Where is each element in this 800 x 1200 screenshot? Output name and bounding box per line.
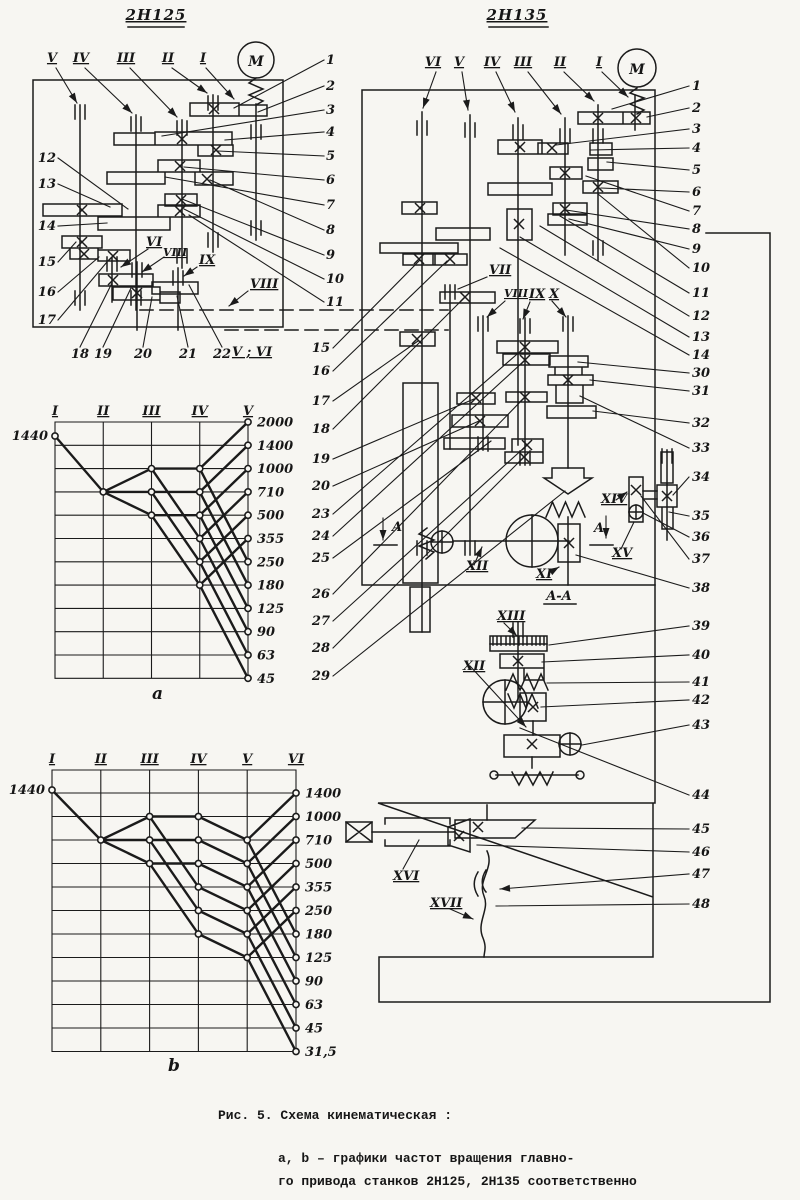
shaft-label-x: X — [549, 287, 560, 302]
data-point — [195, 860, 201, 866]
callout-number: 38 — [692, 581, 711, 596]
machine-title-2n125: 2Н125 — [125, 6, 187, 24]
callout-number: 26 — [311, 587, 330, 602]
data-point — [245, 675, 251, 681]
callout-number: 27 — [311, 614, 330, 629]
data-point — [245, 582, 251, 588]
callout-number: 9 — [326, 248, 336, 263]
callout-number: 21 — [178, 347, 198, 362]
data-point — [148, 489, 154, 495]
callout-number: 6 — [326, 173, 336, 188]
data-point — [148, 466, 154, 472]
callout-number: 15 — [37, 255, 56, 270]
speed-tick-label: 355 — [305, 880, 333, 896]
chart-caption: a — [152, 684, 164, 704]
shaft-label-viii: VIII — [504, 287, 528, 300]
callout-number: 35 — [692, 509, 711, 524]
speed-chart-b — [9, 752, 341, 1076]
data-point — [245, 489, 251, 495]
shaft-label-xvii: XVII — [430, 896, 463, 911]
callout-numbers-bottom — [71, 347, 231, 362]
shaft-axis-label: III — [140, 752, 159, 767]
speed-tick-label: 1400 — [257, 438, 294, 454]
data-point — [197, 582, 203, 588]
callout-number: 44 — [692, 788, 711, 803]
data-point — [195, 813, 201, 819]
shaft-axis-label: I — [51, 404, 59, 419]
data-point — [293, 907, 299, 913]
callout-number: 40 — [692, 648, 711, 663]
shaft-axis-label: II — [94, 752, 107, 767]
data-point — [245, 652, 251, 658]
data-point — [245, 559, 251, 565]
speed-tick-label: 500 — [257, 508, 285, 524]
bearing-marks — [417, 121, 672, 637]
shaft-label-xi: XI — [536, 567, 553, 582]
callout-number: 20 — [133, 347, 153, 362]
callout-number: 4 — [326, 125, 336, 140]
speed-tick-label: 500 — [305, 857, 333, 872]
callout-number: 8 — [692, 222, 702, 237]
data-point — [244, 907, 250, 913]
data-point — [245, 535, 251, 541]
callout-number: 17 — [37, 313, 56, 328]
data-point — [244, 931, 250, 937]
shaft-label: IV — [483, 55, 501, 70]
shaft-label: III — [116, 51, 136, 66]
caption-line2: a, b – графики частот вращения главно- — [278, 1151, 575, 1166]
data-point — [245, 605, 251, 611]
shaft-label: II — [553, 55, 567, 70]
callout-number: 43 — [692, 718, 711, 733]
data-point — [245, 629, 251, 635]
shaft-axis-label: IV — [191, 404, 208, 419]
callout-number: 36 — [692, 530, 711, 545]
shaft-axis-label: III — [142, 404, 161, 419]
shaft-label-ix: IX — [529, 287, 546, 302]
data-point — [195, 907, 201, 913]
data-point — [197, 535, 203, 541]
data-point — [293, 837, 299, 843]
callout-number: 13 — [692, 330, 711, 345]
speed-tick-label: 31,5 — [305, 1045, 337, 1060]
callout-number: 13 — [37, 177, 56, 192]
gear-rects — [346, 112, 677, 842]
data-point — [197, 489, 203, 495]
speed-tick-label: 250 — [305, 904, 333, 919]
callout-number: 2 — [326, 79, 336, 94]
callout-number: 15 — [311, 341, 330, 356]
callout-number: 8 — [326, 223, 336, 238]
callout-number: 46 — [692, 845, 711, 860]
data-point — [293, 1001, 299, 1007]
speed-tick-label: 180 — [257, 578, 285, 594]
shaft-axis-label: I — [48, 752, 56, 767]
speed-tick-label: 125 — [257, 601, 285, 617]
speed-tick-label: 1400 — [305, 786, 342, 802]
speed-tick-label: 2000 — [257, 415, 294, 431]
data-point — [197, 559, 203, 565]
data-point — [293, 1025, 299, 1031]
section-marker-a: A — [594, 521, 605, 536]
data-point — [293, 954, 299, 960]
data-point — [293, 931, 299, 937]
shaft-label-vi: VI — [146, 235, 163, 250]
callout-number: 18 — [311, 422, 330, 437]
speed-tick-label: 125 — [305, 951, 333, 966]
speed-tick-label: 710 — [257, 485, 285, 501]
motor-letter: М — [629, 62, 645, 78]
shaft-label: IV — [72, 51, 90, 66]
callout-number: 23 — [311, 507, 330, 522]
callout-number: 18 — [70, 347, 90, 362]
callout-number: 12 — [37, 151, 56, 166]
callout-number: 29 — [311, 669, 330, 684]
callout-number: 7 — [326, 198, 336, 213]
callout-number: 42 — [692, 693, 711, 708]
data-point — [293, 884, 299, 890]
motor-speed-label: 1440 — [8, 783, 45, 798]
data-point — [293, 978, 299, 984]
callout-number: 28 — [311, 641, 330, 656]
data-point — [147, 837, 153, 843]
speed-tick-label: 45 — [257, 671, 276, 687]
data-point — [293, 813, 299, 819]
callout-number: 14 — [37, 219, 56, 234]
shaft-label-xiv: XIV — [601, 492, 628, 507]
shaft-label: I — [595, 55, 603, 70]
data-point — [98, 837, 104, 843]
callout-number: 3 — [326, 103, 336, 118]
callout-number: 24 — [311, 529, 330, 544]
callout-number: 11 — [326, 295, 345, 310]
callout-number: 19 — [93, 347, 113, 362]
callout-numbers-right — [691, 79, 710, 596]
figure-caption — [218, 1108, 637, 1189]
shaft-axis-label: IV — [190, 752, 207, 767]
section-title-a-a: A-A — [546, 589, 572, 604]
callout-numbers-right — [325, 53, 344, 310]
data-point — [293, 790, 299, 796]
callout-number: 11 — [692, 286, 711, 301]
shaft-label: VI — [424, 55, 442, 70]
data-point — [195, 837, 201, 843]
callout-number: 47 — [692, 867, 711, 882]
callout-number: 12 — [692, 309, 711, 324]
callout-number: 6 — [692, 185, 702, 200]
data-point — [100, 489, 106, 495]
speed-chart-a — [12, 404, 293, 704]
callout-number: 39 — [692, 619, 711, 634]
data-point — [49, 787, 55, 793]
gearbox-outline — [362, 90, 655, 585]
callout-number: 48 — [692, 897, 711, 912]
data-point — [197, 466, 203, 472]
shaft-label-xiii: XIII — [497, 609, 526, 624]
callout-number: 10 — [326, 272, 345, 287]
callout-number: 17 — [311, 394, 330, 409]
data-point — [195, 884, 201, 890]
callout-number: 41 — [692, 675, 711, 690]
callout-number: 10 — [692, 261, 711, 276]
callout-number: 22 — [212, 347, 232, 362]
data-point — [195, 931, 201, 937]
shaft-label-ix: IX — [199, 253, 216, 268]
chart-caption: b — [168, 1056, 180, 1076]
data-point — [244, 954, 250, 960]
caption-title: Рис. 5. Схема кинематическая : — [218, 1108, 453, 1123]
caption-line3: го привода станков 2Н125, 2Н135 соответственно — [278, 1174, 637, 1189]
data-point — [245, 512, 251, 518]
shaft-label-xii-section: XII — [463, 659, 486, 674]
callout-number: 1 — [326, 53, 336, 68]
callout-number: 19 — [311, 452, 330, 467]
speed-tick-label: 45 — [305, 1021, 324, 1037]
callout-number: 45 — [692, 822, 711, 837]
speed-ray-lines — [52, 790, 296, 1052]
shaft-axis-label: V — [242, 752, 253, 767]
callout-number: 16 — [311, 364, 330, 379]
shaft-label: V — [453, 55, 465, 70]
shaft-axis-label: V — [242, 404, 254, 419]
callout-number: 5 — [326, 149, 336, 164]
machine-title-2n135: 2Н135 — [486, 6, 548, 24]
gear-rects — [43, 103, 267, 303]
speed-tick-label: 250 — [257, 555, 285, 571]
callout-number: 32 — [692, 416, 711, 431]
kinematic-diagram-2n135 — [311, 6, 770, 1002]
shaft-label-xvi: XVI — [393, 869, 420, 884]
callout-number: 33 — [692, 441, 711, 456]
motor-speed-label: 1440 — [11, 429, 48, 444]
callout-number: 16 — [37, 285, 56, 300]
shaft-label-v-vi: V ; VI — [231, 345, 273, 360]
shaft-labels — [47, 51, 207, 66]
shaft-label-xii: XII — [466, 559, 489, 574]
callout-number: 7 — [692, 204, 702, 219]
callout-number: 34 — [692, 470, 711, 485]
shaft-label-vii: VII — [489, 263, 512, 278]
belt-zigzag — [249, 78, 263, 105]
speed-tick-label: 90 — [305, 974, 324, 990]
shaft-label-viii-axis: VIII — [250, 277, 279, 292]
speed-tick-label: 1000 — [305, 810, 342, 825]
data-point — [244, 837, 250, 843]
shaft-labels — [425, 55, 603, 70]
motor-letter: М — [248, 54, 264, 70]
machine-frame — [378, 233, 770, 1002]
shaft-label: V — [46, 51, 58, 66]
shaft-label-xv: XV — [612, 546, 633, 561]
shaft-axis-label: VI — [287, 752, 305, 767]
callout-number: 14 — [692, 348, 711, 363]
speed-tick-label: 180 — [305, 927, 333, 943]
section-marker-a: A — [392, 520, 403, 535]
data-point — [245, 466, 251, 472]
callout-number: 9 — [692, 242, 702, 257]
callout-number: 31 — [692, 384, 711, 399]
speed-tick-label: 710 — [305, 833, 333, 849]
callout-number: 2 — [692, 101, 702, 116]
callout-numbers-left — [38, 151, 56, 328]
data-point — [197, 512, 203, 518]
shaft-label: II — [161, 51, 175, 66]
speed-tick-label: 355 — [257, 532, 285, 547]
callout-number: 37 — [692, 552, 711, 567]
kinematic-diagram-2n125 — [33, 6, 448, 362]
data-point — [147, 860, 153, 866]
shaft-label: III — [513, 55, 533, 70]
data-point — [52, 433, 58, 439]
speed-tick-label: 63 — [257, 648, 276, 664]
callout-number: 1 — [692, 79, 702, 94]
data-point — [244, 884, 250, 890]
callout-number: 30 — [692, 366, 711, 381]
shaft-axis-label: II — [97, 404, 110, 419]
data-point — [147, 813, 153, 819]
data-point — [293, 1048, 299, 1054]
shaft-label-viii-inner: VIII — [163, 246, 187, 259]
speed-tick-label: 90 — [257, 625, 276, 641]
shaft-label: I — [199, 51, 207, 66]
callout-number: 25 — [311, 551, 330, 566]
data-point — [244, 860, 250, 866]
speed-tick-label: 63 — [305, 998, 324, 1013]
data-point — [293, 860, 299, 866]
callout-number: 20 — [311, 479, 330, 494]
speed-tick-label: 1000 — [257, 462, 294, 478]
data-point — [245, 442, 251, 448]
callout-number: 5 — [692, 163, 702, 178]
callout-numbers-left — [311, 341, 330, 684]
data-point — [148, 512, 154, 518]
callout-number: 4 — [692, 141, 702, 156]
callout-numbers-lower — [692, 619, 710, 912]
data-point — [245, 419, 251, 425]
callout-number: 3 — [692, 122, 702, 137]
